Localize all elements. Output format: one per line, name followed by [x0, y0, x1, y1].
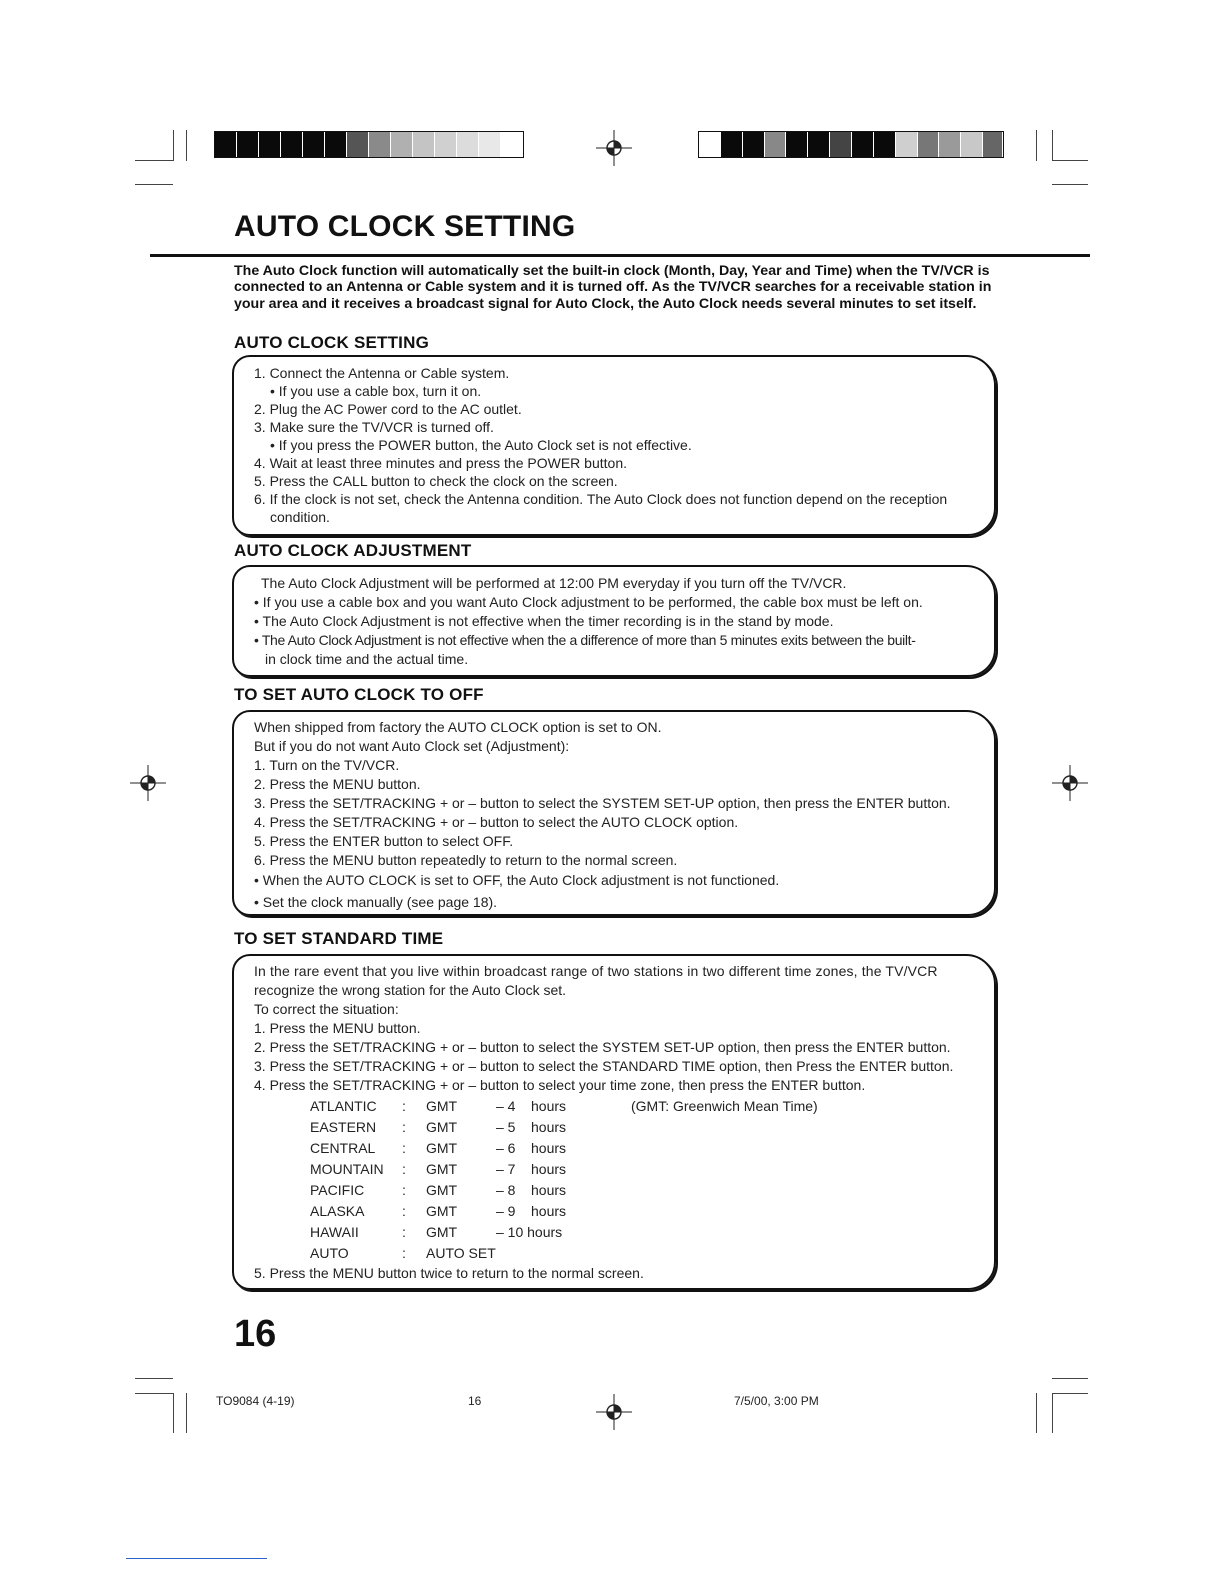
timezone-offset: – 10 hours [496, 1224, 563, 1240]
timezone-ref: GMT [426, 1203, 458, 1219]
timezone-sep: : [402, 1098, 406, 1114]
registration-target-icon [130, 765, 166, 801]
section-heading-adjustment: AUTO CLOCK ADJUSTMENT [234, 541, 472, 560]
timezone-name: HAWAII [310, 1224, 359, 1240]
section-heading-off: TO SET AUTO CLOCK TO OFF [234, 685, 484, 704]
setting-line: • If you use a cable box, turn it on. [270, 383, 482, 399]
color-bar-left [214, 131, 524, 158]
setting-line: 6. If the clock is not set, check the Antenna condition. The Auto Clock does not function depend on the reception [254, 491, 948, 507]
off-line: 1. Turn on the TV/VCR. [254, 757, 400, 773]
adjustment-line: in clock time and the actual time. [265, 651, 469, 667]
timezone-name: CENTRAL [310, 1140, 376, 1156]
page-number: 16 [234, 1313, 277, 1355]
timezone-sep: : [402, 1140, 406, 1156]
standard-line: recognize the wrong station for the Auto Clock set. [254, 982, 567, 998]
off-box [232, 710, 996, 916]
timezone-sep: : [402, 1119, 406, 1135]
setting-line: 5. Press the CALL button to check the clock on the screen. [254, 473, 618, 489]
bottom-link-underline [126, 1558, 267, 1559]
off-line: • When the AUTO CLOCK is set to OFF, the Auto Clock adjustment is not functioned. [254, 872, 780, 888]
adjustment-line: • The Auto Clock Adjustment is not effective when the timer recording is in the stand by mode. [254, 613, 834, 629]
setting-line: • If you press the POWER button, the Auto Clock set is not effective. [270, 437, 692, 453]
off-line: 5. Press the ENTER button to select OFF. [254, 833, 514, 849]
timezone-name: MOUNTAIN [310, 1161, 384, 1177]
section-heading-standard: TO SET STANDARD TIME [234, 929, 444, 948]
timezone-offset: – 4 [496, 1098, 516, 1114]
standard-line: 1. Press the MENU button. [254, 1020, 421, 1036]
timezone-sep: : [402, 1161, 406, 1177]
off-line: 4. Press the SET/TRACKING + or – button to select the AUTO CLOCK option. [254, 814, 739, 830]
setting-box [232, 355, 996, 536]
footer-datetime: 7/5/00, 3:00 PM [734, 1394, 819, 1408]
standard-line: 3. Press the SET/TRACKING + or – button to select the STANDARD TIME option, then Press the ENTER button. [254, 1058, 954, 1074]
timezone-sep: : [402, 1224, 406, 1240]
adjustment-line: The Auto Clock Adjustment will be performed at 12:00 PM everyday if you turn off the TV/VCR. [261, 575, 847, 591]
standard-line: To correct the situation: [254, 1001, 399, 1017]
off-line: But if you do not want Auto Clock set (Adjustment): [254, 738, 570, 754]
timezone-sep: : [402, 1203, 406, 1219]
setting-line: 1. Connect the Antenna or Cable system. [254, 365, 510, 381]
timezone-name: AUTO [310, 1245, 349, 1261]
timezone-name: EASTERN [310, 1119, 377, 1135]
timezone-offset: – 7 [496, 1161, 516, 1177]
timezone-ref: GMT [426, 1224, 458, 1240]
timezone-unit: hours [531, 1182, 567, 1198]
adjustment-line: • The Auto Clock Adjustment is not effective when the a difference of more than 5 minutes exits between the built- [254, 632, 916, 648]
registration-target-icon [596, 130, 632, 166]
timezone-ref: GMT [426, 1182, 458, 1198]
timezone-unit: hours [531, 1203, 567, 1219]
off-line: When shipped from factory the AUTO CLOCK option is set to ON. [254, 719, 662, 735]
registration-target-icon [596, 1394, 632, 1430]
footer-code: TO9084 (4-19) [216, 1394, 295, 1408]
off-line: • Set the clock manually (see page 18). [254, 894, 498, 910]
page-title: AUTO CLOCK SETTING [234, 210, 576, 243]
timezone-offset: – 6 [496, 1140, 516, 1156]
timezone-offset: – 5 [496, 1119, 516, 1135]
setting-line: 3. Make sure the TV/VCR is turned off. [254, 419, 494, 435]
standard-box [232, 954, 996, 1290]
timezone-ref: GMT [426, 1161, 458, 1177]
timezone-unit: hours [531, 1161, 567, 1177]
intro-paragraph: The Auto Clock function will automatically set the built-in clock (Month, Day, Year and Time) when the TV/VCR is connected to an Antenna or Cable system and it is turned off. As the TV/VCR searches for a receivable station in your area and it receives a broadcast signal for Auto Clock, the Auto Clock needs several minutes to set itself. [234, 263, 992, 312]
adjustment-box [232, 565, 996, 677]
registration-target-icon [1052, 765, 1088, 801]
footer-page: 16 [468, 1394, 482, 1408]
gmt-note: (GMT: Greenwich Mean Time) [631, 1098, 818, 1114]
timezone-ref: GMT [426, 1098, 458, 1114]
color-bar-right [698, 131, 1004, 158]
title-divider [150, 254, 1090, 257]
standard-final-line: 5. Press the MENU button twice to return to the normal screen. [254, 1265, 644, 1281]
off-line: 2. Press the MENU button. [254, 776, 421, 792]
off-line: 3. Press the SET/TRACKING + or – button to select the SYSTEM SET-UP option, then press the ENTER button. [254, 795, 951, 811]
section-heading-setting: AUTO CLOCK SETTING [234, 333, 430, 352]
timezone-unit: hours [531, 1140, 567, 1156]
standard-line: In the rare event that you live within broadcast range of two stations in two different time zones, the TV/VCR [254, 963, 938, 979]
timezone-unit: hours [531, 1098, 567, 1114]
timezone-ref: GMT [426, 1119, 458, 1135]
setting-line: 2. Plug the AC Power cord to the AC outlet. [254, 401, 522, 417]
setting-line: condition. [270, 509, 330, 525]
timezone-sep: : [402, 1182, 406, 1198]
timezone-unit: hours [531, 1119, 567, 1135]
timezone-ref: AUTO SET [426, 1245, 496, 1261]
timezone-name: ALASKA [310, 1203, 365, 1219]
off-line: 6. Press the MENU button repeatedly to return to the normal screen. [254, 852, 678, 868]
timezone-name: ATLANTIC [310, 1098, 377, 1114]
standard-line: 4. Press the SET/TRACKING + or – button to select your time zone, then press the ENTER button. [254, 1077, 866, 1093]
adjustment-line: • If you use a cable box and you want Auto Clock adjustment to be performed, the cable box must be left on. [254, 594, 923, 610]
timezone-name: PACIFIC [310, 1182, 365, 1198]
standard-line: 2. Press the SET/TRACKING + or – button to select the SYSTEM SET-UP option, then press the ENTER button. [254, 1039, 951, 1055]
timezone-ref: GMT [426, 1140, 458, 1156]
timezone-offset: – 9 [496, 1203, 516, 1219]
timezone-sep: : [402, 1245, 406, 1261]
timezone-offset: – 8 [496, 1182, 516, 1198]
setting-line: 4. Wait at least three minutes and press the POWER button. [254, 455, 627, 471]
